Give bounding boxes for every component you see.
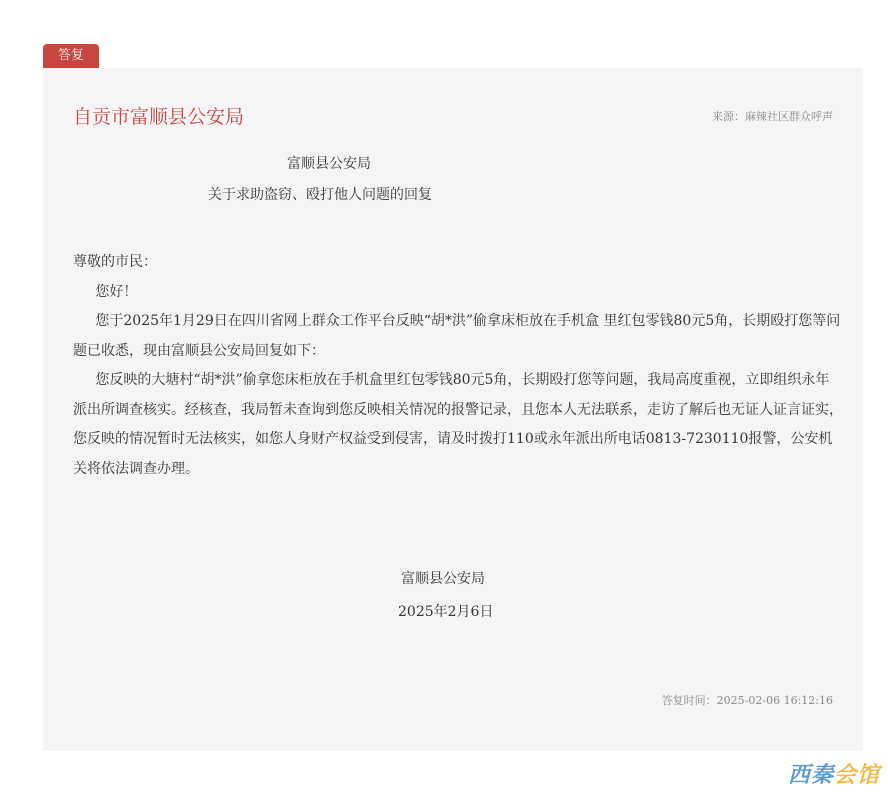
- signature-date: 2025年2月6日: [398, 604, 494, 620]
- org-name-title: 自贡市富顺县公安局: [73, 106, 245, 128]
- reply-panel: [43, 68, 863, 751]
- reply-time: 答复时间：2025-02-06 16:12:16: [661, 694, 833, 707]
- greeting: 您好！: [95, 283, 138, 300]
- document-title: 关于求助盗窃、殴打他人问题的回复: [208, 187, 432, 203]
- signature-issuer: 富顺县公安局: [401, 571, 485, 587]
- salutation: 尊敬的市民：: [73, 254, 157, 270]
- body-paragraph-1: 您于2025年1月29日在四川省网上群众工作平台反映“胡*洪”偷拿床柜放在手机盒 里红包零钱80元5角，长期殴打您等问题已收悉，现由富顺县公安局回复如下：: [73, 313, 841, 359]
- watermark-logo: [788, 761, 880, 791]
- source-label: 来源：麻辣社区群众呼声: [712, 110, 833, 123]
- watermark-text-part1: 西秦: [787, 763, 834, 788]
- reply-tag: 答复: [43, 44, 99, 68]
- document-body: [73, 248, 843, 484]
- body-paragraph-2: 您反映的大塘村“胡*洪”偷拿您床柜放在手机盒里红包零钱80元5角，长期殴打您等问题，我局高度重视，立即组织永年派出所调查核实。经核查，我局暂未查询到您反映相关情况的报警记录，且您本人无法联系，走访了解后也无证人证言证实，您反映的情况暂时无法核实，如您人身财产权益受到侵害，请及时拨打110或永年派出所电话0813-7230110报警，公安机关将依法调查办理。: [73, 372, 843, 477]
- watermark-text-part2: 会馆: [833, 763, 880, 788]
- document-issuer: 富顺县公安局: [287, 156, 371, 172]
